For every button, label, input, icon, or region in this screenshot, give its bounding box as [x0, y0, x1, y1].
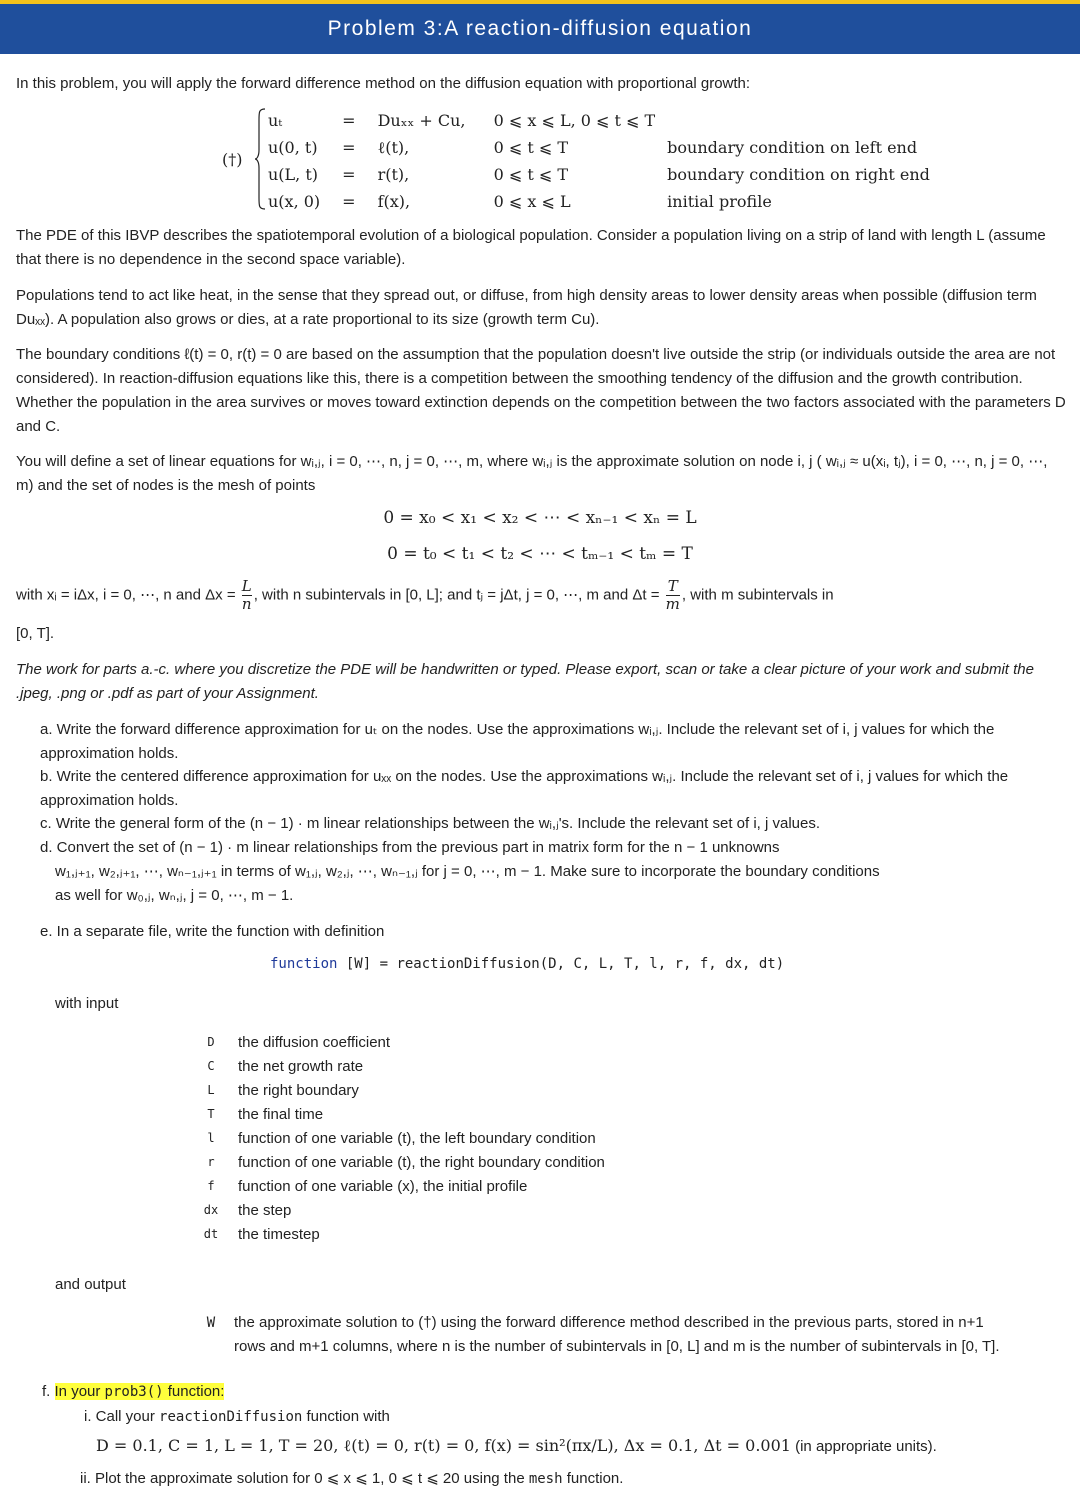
function-definition	[270, 956, 784, 972]
item-c: c. Write the general form of the (n − 1) · m linear relationships between the wᵢ,ⱼ's. Include the relevant set of i, j values.	[40, 815, 821, 832]
paragraph-populations: Populations tend to act like heat, in the sense that they spread out, or diffuse, from high density areas to lower density areas when possible (diffusion term Duₓₓ). A population also grows or dies, at a rate proportional to its size (growth term Cu).	[16, 287, 1037, 328]
pde-note: boundary condition on right end	[667, 165, 930, 184]
param-desc: function of one variable (t), the left boundary condition	[238, 1129, 596, 1147]
pde-rhs: ℓ(t),	[377, 137, 410, 157]
with-line	[16, 578, 1066, 613]
pde-equals: =	[342, 165, 356, 184]
pde-row	[262, 161, 936, 188]
param-desc: the diffusion coefficient	[238, 1033, 391, 1051]
pde-domain: 0 ⩽ t ⩽ T	[493, 165, 569, 184]
pde-equals: =	[342, 138, 356, 157]
pde-note	[661, 107, 936, 134]
item-f-title: f. In your prob3() function:	[42, 1383, 225, 1400]
param-desc: the timestep	[238, 1225, 320, 1243]
pde-equals: =	[342, 192, 356, 211]
output-desc-line1: the approximate solution to (†) using the forward difference method described in the previous parts, stored in n+1	[234, 1314, 984, 1331]
with-line-end: [0, T].	[16, 625, 55, 642]
pde-row	[262, 107, 936, 134]
item-d-line2: w₁,ⱼ₊₁, w₂,ⱼ₊₁, ⋯, wₙ₋₁,ⱼ₊₁ in terms of w₁,ⱼ, w₂,ⱼ, ⋯, wₙ₋₁,ⱼ for j = 0, ⋯, m − 1. Make sure to incorporate the boundary conditions	[55, 863, 880, 880]
pde-lhs: u(0, t)	[268, 138, 318, 157]
with-line-part3: , with m subintervals in	[681, 586, 834, 604]
param-desc: the net growth rate	[238, 1057, 364, 1075]
input-params-table	[190, 1030, 611, 1246]
pde-lhs: u(L, t)	[268, 165, 319, 184]
param-desc: function of one variable (t), the right boundary condition	[238, 1153, 605, 1171]
page-title: Problem 3:A reaction-diffusion equation	[0, 4, 1080, 54]
param-row	[190, 1078, 611, 1102]
mesh-x-line: 0 = x₀ < x₁ < x₂ < ⋯ < xₙ₋₁ < xₙ = L	[383, 508, 697, 528]
with-line-part2: , with n subintervals in [0, L]; and tⱼ = jΔt, j = 0, ⋯, m and Δt =	[253, 586, 664, 604]
param-row	[190, 1126, 611, 1150]
pde-system	[262, 107, 936, 215]
pde-domain: 0 ⩽ x ⩽ L, 0 ⩽ t ⩽ T	[493, 111, 656, 130]
param-row	[190, 1054, 611, 1078]
item-d-line1: d. Convert the set of (n − 1) · m linear relationships from the previous part in matrix form for the n − 1 unknowns	[40, 839, 780, 856]
output-key: W	[206, 1315, 216, 1331]
pde-rhs: Duₓₓ + Cu,	[377, 111, 466, 130]
pde-note: initial profile	[667, 192, 772, 211]
pde-row	[262, 188, 936, 215]
param-row	[190, 1150, 611, 1174]
with-input-label: with input	[55, 995, 119, 1012]
pde-domain: 0 ⩽ t ⩽ T	[493, 138, 569, 157]
highlight-prob3: In your prob3() function:	[54, 1383, 225, 1400]
paragraph-linear-equations: You will define a set of linear equations for wᵢ,ⱼ, i = 0, ⋯, n, j = 0, ⋯, m, where wᵢ,ⱼ is the approximate solution on node i, j ( wᵢ,ⱼ ≈ u(xᵢ, tⱼ), i = 0, ⋯, n, j = 0, ⋯, m) and the set of nodes is the mesh of points	[16, 453, 1048, 494]
system-label: (†)	[222, 150, 243, 169]
param-key: f	[207, 1179, 215, 1193]
item-a: a. Write the forward difference approximation for uₜ on the nodes. Use the approximations wᵢ,ⱼ. Include the relevant set of i, j values for which the approximation holds.	[40, 721, 995, 762]
param-desc: the step	[238, 1201, 292, 1219]
with-line-part1: with xᵢ = iΔx, i = 0, ⋯, n and Δx =	[16, 586, 240, 604]
param-row	[190, 1222, 611, 1246]
pde-equals: =	[342, 111, 356, 130]
param-key: r	[207, 1155, 215, 1169]
pde-note: boundary condition on left end	[667, 138, 918, 157]
mesh-t-line: 0 = t₀ < t₁ < t₂ < ⋯ < tₘ₋₁ < tₘ = T	[387, 544, 693, 564]
param-key: L	[207, 1083, 215, 1097]
item-d-line3: as well for w₀,ⱼ, wₙ,ⱼ, j = 0, ⋯, m − 1.	[55, 887, 294, 904]
paragraph-boundary: The boundary conditions ℓ(t) = 0, r(t) = 0 are based on the assumption that the population doesn't live outside the strip (or individuals outside the area are not considered). In reaction-diffusion equations like this, there is a competition between the smoothing tendency of the diffusion and the growth contribution. Whether the population in the area survives or moves toward extinction depends on the competition between the two factors associated with the parameters D and C.	[16, 346, 1066, 435]
pde-rhs: f(x),	[377, 192, 411, 211]
fraction-dt: $\frac{T}{m}$	[665, 577, 680, 613]
pde-row	[262, 134, 936, 161]
function-signature: [W] = reactionDiffusion(D, C, L, T, l, r, f, dx, dt)	[337, 956, 785, 972]
submission-note: The work for parts a.-c. where you discretize the PDE will be handwritten or typed. Please export, scan or take a clear picture of your work and submit the .jpeg, .png or .pdf as part of your Assignment.	[16, 661, 1034, 702]
param-row	[190, 1030, 611, 1054]
item-f-i: i. Call your reactionDiffusion function with	[84, 1408, 390, 1425]
item-b: b. Write the centered difference approximation for uₓₓ on the nodes. Use the approximations wᵢ,ⱼ. Include the relevant set of i, j values for which the approximation holds.	[40, 768, 1009, 809]
function-keyword: function	[270, 956, 338, 972]
and-output-label: and output	[55, 1276, 126, 1293]
output-desc-line2: rows and m+1 columns, where n is the number of subintervals in [0, L] and m is the number of subintervals in [0, T].	[234, 1338, 1000, 1355]
paragraph-pde: The PDE of this IBVP describes the spatiotemporal evolution of a biological population. Consider a population living on a strip of land with length L (assume that there is no dependence in the second space variable).	[16, 227, 1046, 268]
param-key: D	[207, 1035, 215, 1049]
intro-text: In this problem, you will apply the forward difference method on the diffusion equation with proportional growth:	[16, 75, 751, 92]
pde-rhs: r(t),	[377, 165, 410, 184]
pde-lhs: u(x, 0)	[268, 192, 321, 211]
item-f-params: D = 0.1, C = 1, L = 1, T = 20, ℓ(t) = 0, r(t) = 0, f(x) = sin²(πx/L), Δx = 0.1, Δt = 0.001 (in appropriate units).	[96, 1436, 937, 1455]
param-row	[190, 1102, 611, 1126]
pde-domain: 0 ⩽ x ⩽ L	[493, 192, 571, 211]
param-key: l	[207, 1131, 215, 1145]
param-key: C	[207, 1059, 215, 1073]
pde-lhs: uₜ	[268, 111, 283, 130]
param-desc: the right boundary	[238, 1081, 359, 1099]
item-e: e. In a separate file, write the function with definition	[40, 923, 385, 940]
param-row	[190, 1174, 611, 1198]
param-desc: function of one variable (x), the initial profile	[238, 1177, 528, 1195]
param-row	[190, 1198, 611, 1222]
fraction-dx: $\frac{L}{n}$	[241, 577, 252, 613]
param-key: T	[207, 1107, 215, 1121]
param-key: dt	[203, 1227, 219, 1241]
item-f-ii: ii. Plot the approximate solution for 0 ⩽ x ⩽ 1, 0 ⩽ t ⩽ 20 using the mesh function.	[80, 1470, 624, 1487]
param-key: dx	[203, 1203, 219, 1217]
param-desc: the final time	[238, 1105, 324, 1123]
